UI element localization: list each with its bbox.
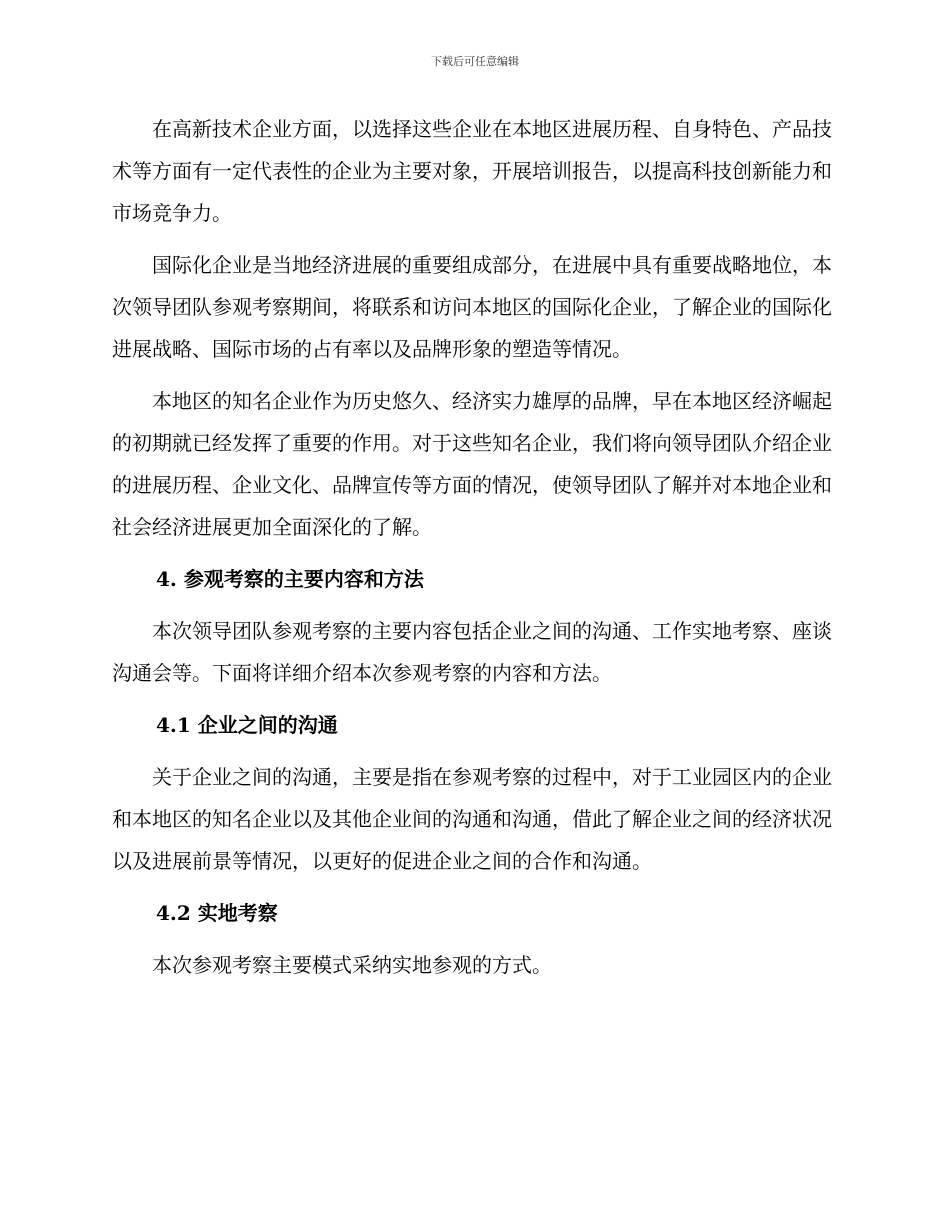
paragraph-high-tech: 在高新技术企业方面，以选择这些企业在本地区进展历程、自身特色、产品技术等方面有一定代表性的企业为主要对象，开展培训报告，以提高科技创新能力和市场竞争力。 [112,117,832,225]
document-body [112,108,832,996]
paragraph-international: 国际化企业是当地经济进展的重要组成部分，在进展中具有重要战略地位，本次领导团队参观考察期间，将联系和访问本地区的国际化企业，了解企业的国际化进展战略、国际市场的占有率以及品牌形象的塑造等情况。 [112,253,832,361]
section-heading-4-2: 4.2 实地考察 [156,901,278,925]
section-heading-4: 4. 参观考察的主要内容和方法 [156,567,424,591]
paragraph-section-4-1: 关于企业之间的沟通，主要是指在参观考察的过程中，对于工业园区内的企业和本地区的知名企业以及其他企业间的沟通和沟通，借此了解企业之间的经济状况以及进展前景等情况，以更好的促进企业之间的合作和沟通。 [112,765,832,873]
paragraph-section-4: 本次领导团队参观考察的主要内容包括企业之间的沟通、工作实地考察、座谈沟通会等。下面将详细介绍本次参观考察的内容和方法。 [112,619,832,685]
section-heading-4-1: 4.1 企业之间的沟通 [156,713,338,737]
paragraph-section-4-2: 本次参观考察主要模式采纳实地参观的方式。 [152,953,552,977]
header-note: 下载后可任意编辑 [431,55,519,68]
paragraph-well-known: 本地区的知名企业作为历史悠久、经济实力雄厚的品牌，早在本地区经济崛起的初期就已经发挥了重要的作用。对于这些知名企业，我们将向领导团队介绍企业的进展历程、企业文化、品牌宣传等方面的情况，使领导团队了解并对本地企业和社会经济进展更加全面深化的了解。 [112,389,832,539]
